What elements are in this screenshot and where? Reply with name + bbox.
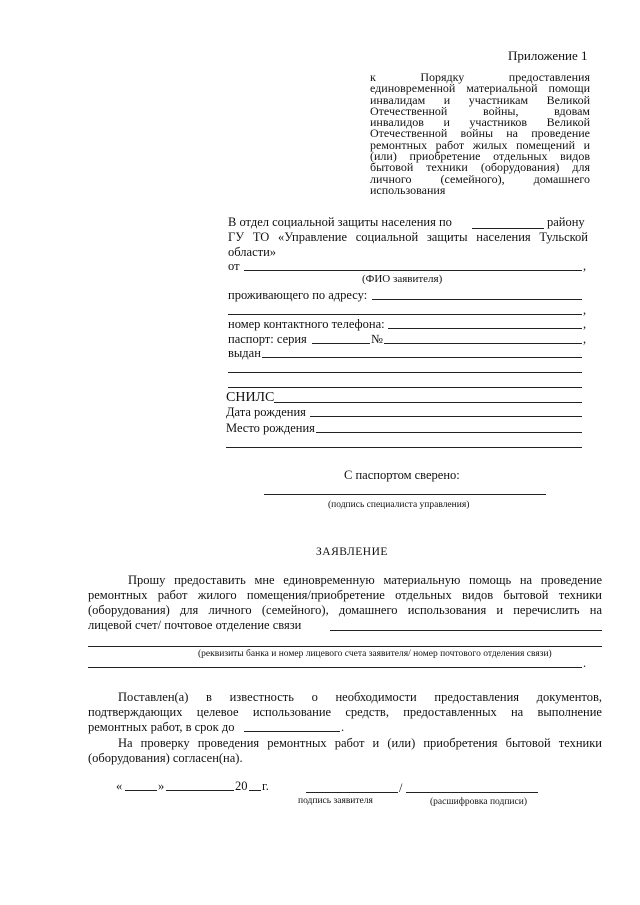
signature-decoding-field[interactable] bbox=[406, 792, 538, 793]
fio-caption: (ФИО заявителя) bbox=[362, 273, 443, 285]
ref-line: Отечественной войны, вдовам bbox=[370, 103, 590, 118]
snils-field[interactable] bbox=[274, 402, 582, 403]
date-year-field[interactable] bbox=[249, 790, 261, 791]
issued-field-2[interactable] bbox=[228, 372, 582, 373]
date-open-quote: « bbox=[116, 779, 123, 793]
ref-line: личного (семейного), домашнего bbox=[370, 171, 590, 186]
addressee-line-1: В отдел социальной защиты населения по bbox=[228, 215, 452, 229]
ref-line: к Порядку предоставления bbox=[370, 70, 590, 84]
issued-field[interactable] bbox=[262, 357, 582, 358]
birth-place-field[interactable] bbox=[316, 432, 582, 433]
verify-label: С паспортом сверено: bbox=[344, 468, 460, 482]
birth-date-field[interactable] bbox=[310, 416, 582, 417]
verify-caption: (подпись специалиста управления) bbox=[328, 500, 470, 510]
account-period: . bbox=[583, 656, 587, 670]
account-field[interactable] bbox=[330, 630, 602, 631]
signature-slash: / bbox=[399, 781, 403, 795]
appendix-number: Приложение 1 bbox=[508, 48, 588, 63]
bank-caption: (реквизиты банка и номер лицевого счета заявителя/ номер почтового отделения связи) bbox=[198, 649, 552, 659]
statement-p1-line: (оборудования) для личного (семейного), домашнего использования и перечислить на bbox=[88, 603, 602, 617]
statement-p3-line: (оборудования) согласен(на). bbox=[88, 751, 243, 765]
passport-comma: , bbox=[583, 332, 587, 346]
birth-place-label: Место рождения bbox=[226, 421, 315, 435]
statement-p2-line: ремонтных работ, в срок до bbox=[88, 720, 235, 734]
statement-p1-line: Прошу предоставить мне единовременную материальную помощь на проведение bbox=[128, 573, 602, 587]
date-close-quote: » bbox=[158, 779, 165, 793]
account-field-2[interactable] bbox=[88, 646, 602, 647]
addressee-line-2: ГУ ТО «Управление социальной защиты населения Тульской bbox=[228, 230, 588, 244]
appendix-reference bbox=[370, 72, 590, 196]
fio-field[interactable] bbox=[244, 270, 582, 271]
address-field[interactable] bbox=[372, 299, 582, 300]
year-prefix: 20 bbox=[235, 779, 248, 793]
sign-caption: подпись заявителя bbox=[298, 796, 373, 806]
phone-comma: , bbox=[583, 317, 587, 331]
ref-line: инвалидов и участников Великой bbox=[370, 115, 590, 130]
from-label: от bbox=[228, 259, 240, 273]
verify-signature-field[interactable] bbox=[264, 494, 546, 495]
address-comma: , bbox=[583, 303, 587, 317]
passport-number-label: № bbox=[371, 332, 383, 346]
addressee-district-suffix: району bbox=[547, 215, 585, 229]
ref-line: инвалидам и участникам Великой bbox=[370, 92, 590, 107]
statement-p2-line: подтверждающих целевое использование средств, предоставленных на выполнение bbox=[88, 705, 602, 719]
phone-label: номер контактного телефона: bbox=[228, 317, 385, 331]
date-month-field[interactable] bbox=[166, 790, 234, 791]
birth-place-field-2[interactable] bbox=[226, 447, 582, 448]
address-label: проживающего по адресу: bbox=[228, 288, 368, 302]
address-field-2[interactable] bbox=[228, 314, 582, 315]
ref-line: использования bbox=[370, 182, 446, 197]
ref-line: бытовой техники (оборудования) для bbox=[370, 160, 590, 175]
addressee-line-3: области» bbox=[228, 245, 277, 259]
ref-line: единовременной материальной помощи bbox=[370, 81, 590, 96]
ref-line: Отечественной войны на проведение bbox=[370, 126, 590, 141]
statement-p2-line: Поставлен(а) в известность о необходимости предоставления документов, bbox=[118, 690, 602, 704]
statement-p3-line: На проверку проведения ремонтных работ и (или) приобретения бытовой техники bbox=[118, 736, 602, 750]
statement-p1-line: ремонтных работ жилого помещения/приобретение отдельных видов бытовой техники bbox=[88, 588, 602, 602]
statement-title: ЗАЯВЛЕНИЕ bbox=[316, 546, 388, 558]
deadline-field[interactable] bbox=[244, 731, 340, 732]
passport-series-field[interactable] bbox=[312, 343, 370, 344]
account-field-3[interactable] bbox=[88, 667, 582, 668]
fio-comma: , bbox=[583, 259, 587, 273]
passport-label: паспорт: серия bbox=[228, 332, 307, 346]
statement-p1-line: лицевой счет/ почтовое отделение связи bbox=[88, 618, 302, 632]
ref-line: (или) приобретение отдельных видов bbox=[370, 149, 590, 164]
issued-field-3[interactable] bbox=[228, 387, 582, 388]
snils-label: СНИЛС bbox=[226, 390, 275, 405]
ref-line: ремонтных работ жилых помещений и bbox=[370, 137, 590, 152]
decode-caption: (расшифровка подписи) bbox=[430, 797, 527, 807]
district-field[interactable] bbox=[472, 228, 544, 229]
birth-date-label: Дата рождения bbox=[226, 405, 306, 419]
deadline-period: . bbox=[341, 720, 345, 734]
passport-number-field[interactable] bbox=[384, 343, 582, 344]
phone-field[interactable] bbox=[388, 328, 582, 329]
applicant-signature-field[interactable] bbox=[306, 792, 398, 793]
issued-label: выдан bbox=[228, 346, 261, 360]
year-suffix: г. bbox=[262, 779, 269, 793]
date-day-field[interactable] bbox=[125, 790, 157, 791]
